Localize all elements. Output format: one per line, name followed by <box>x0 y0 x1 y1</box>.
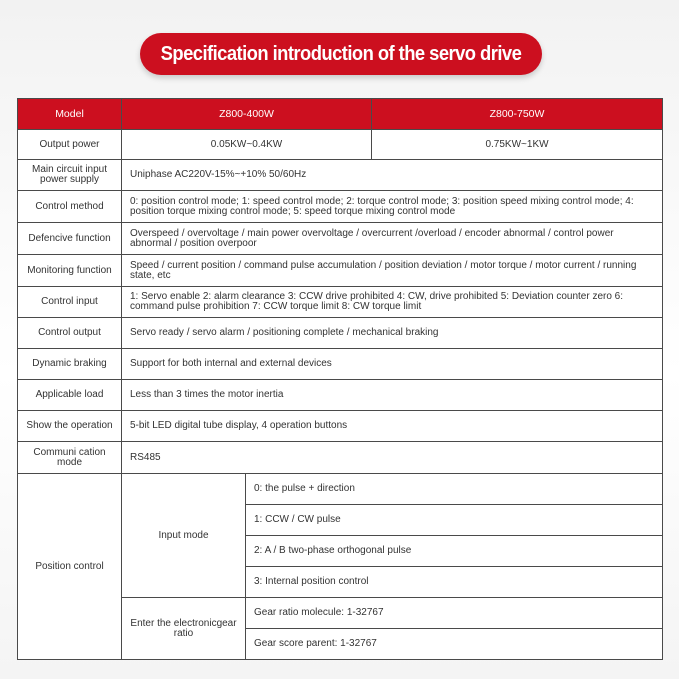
row-label: Defencive function <box>18 223 122 255</box>
row-label: Monitoring function <box>18 255 122 287</box>
row-position-control <box>18 474 663 505</box>
row-applicable-load <box>18 380 663 411</box>
gear-ratio-label: Enter the electronicgear ratio <box>122 598 246 660</box>
row-control-output <box>18 318 663 349</box>
row-label: Control input <box>18 287 122 318</box>
title-banner <box>140 33 542 75</box>
header-model-400w: Z800-400W <box>122 99 372 130</box>
row-show-operation <box>18 411 663 442</box>
input-mode-item: 2: A / B two-phase orthogonal pulse <box>246 536 663 567</box>
row-label: Control method <box>18 191 122 223</box>
row-label: Communi cation mode <box>18 442 122 474</box>
row-control-method <box>18 191 663 223</box>
page-title: Specification introduction of the servo drive <box>160 42 522 65</box>
row-label: Output power <box>18 130 122 160</box>
row-value: 5-bit LED digital tube display, 4 operation buttons <box>122 411 663 442</box>
row-label: Control output <box>18 318 122 349</box>
row-value: Uniphase AC220V-15%~+10% 50/60Hz <box>122 160 663 191</box>
row-communication-mode <box>18 442 663 474</box>
header-model-750w: Z800-750W <box>372 99 663 130</box>
row-value: Overspeed / overvoltage / main power overvoltage / overcurrent /overload / encoder abnormal / control power abnormal / position overpoor <box>122 223 663 255</box>
row-label: Dynamic braking <box>18 349 122 380</box>
row-label: Main circuit input power supply <box>18 160 122 191</box>
input-mode-item: 3: Internal position control <box>246 567 663 598</box>
row-dynamic-braking <box>18 349 663 380</box>
row-defensive-function <box>18 223 663 255</box>
input-mode-item: 1: CCW / CW pulse <box>246 505 663 536</box>
input-mode-label: Input mode <box>122 474 246 598</box>
spec-table <box>17 98 663 660</box>
row-monitoring-function <box>18 255 663 287</box>
row-value: Less than 3 times the motor inertia <box>122 380 663 411</box>
row-value: RS485 <box>122 442 663 474</box>
row-control-input <box>18 287 663 318</box>
row-label: Applicable load <box>18 380 122 411</box>
row-value: Speed / current position / command pulse accumulation / position deviation / motor torque / motor current / running state, etc <box>122 255 663 287</box>
row-label: Show the operation <box>18 411 122 442</box>
input-mode-item: 0: the pulse + direction <box>246 474 663 505</box>
row-value: Support for both internal and external devices <box>122 349 663 380</box>
row-main-circuit <box>18 160 663 191</box>
header-row <box>18 99 663 130</box>
gear-ratio-item: Gear score parent: 1-32767 <box>246 629 663 660</box>
row-output-power <box>18 130 663 160</box>
row-value: 1: Servo enable 2: alarm clearance 3: CCW drive prohibited 4: CW, drive prohibited 5: Deviation counter zero 6: command pulse prohibition 7: CCW torque limit 8: CW torque limit <box>122 287 663 318</box>
output-power-400w: 0.05KW~0.4KW <box>122 130 372 160</box>
row-value: 0: position control mode; 1: speed control mode; 2: torque control mode; 3: position speed mixing control mode; 4: position torque mixing control mode; 5: speed torque mixing control mode <box>122 191 663 223</box>
header-model-label: Model <box>18 99 122 130</box>
output-power-750w: 0.75KW~1KW <box>372 130 663 160</box>
row-value: Servo ready / servo alarm / positioning complete / mechanical braking <box>122 318 663 349</box>
gear-ratio-item: Gear ratio molecule: 1-32767 <box>246 598 663 629</box>
position-control-label: Position control <box>18 474 122 660</box>
